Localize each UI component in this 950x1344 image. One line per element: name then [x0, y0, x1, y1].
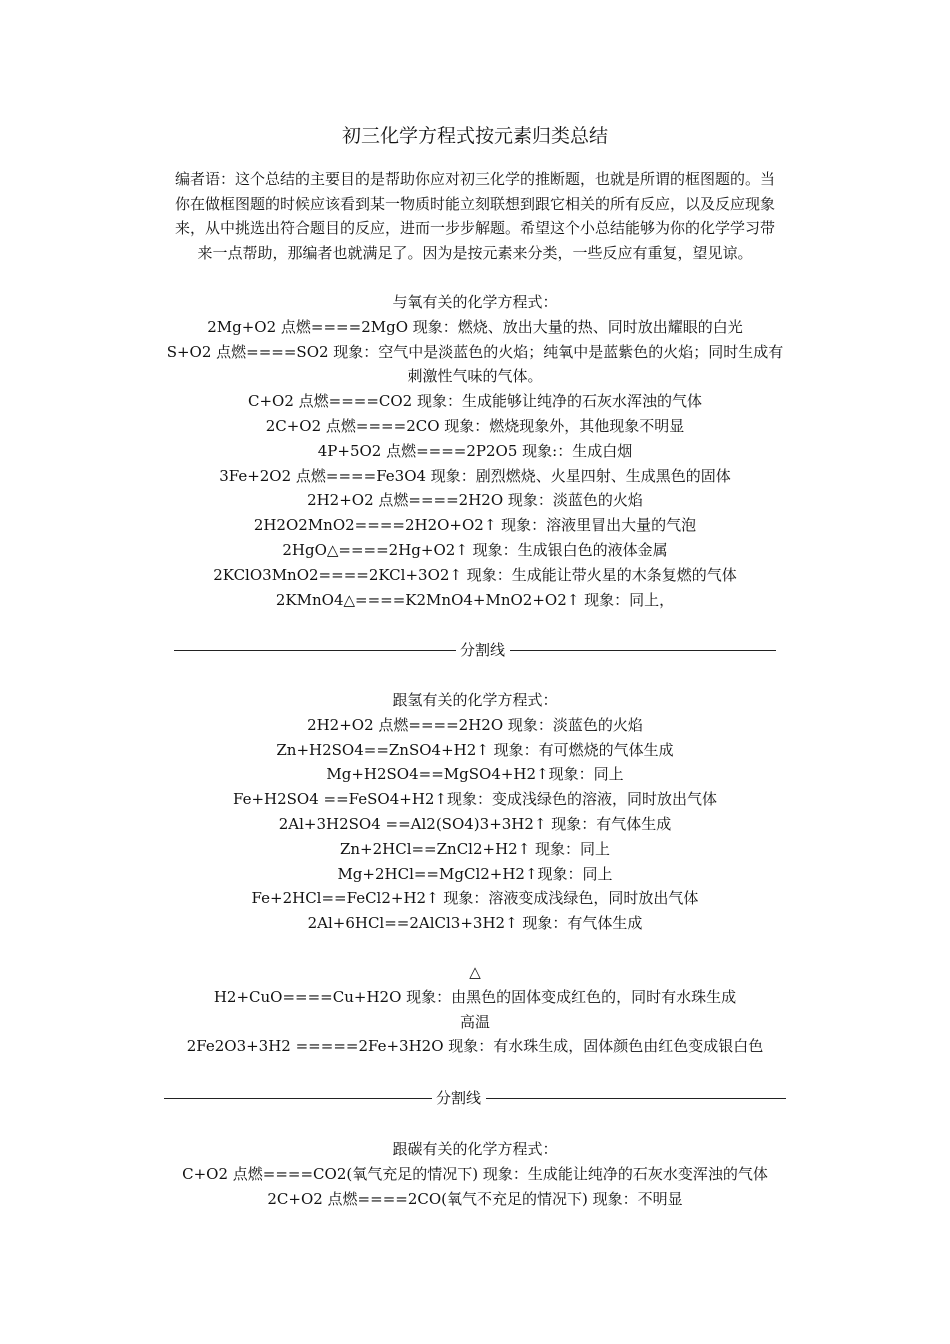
divider-rule [510, 650, 776, 651]
equation-line: 刺激性气味的气体。 [407, 367, 543, 386]
divider-label: 分割线 [436, 1089, 482, 1107]
divider-rule [164, 1098, 432, 1099]
equation-line: 2HgO△====2Hg+O2↑ 现象：生成银白色的液体金属 [282, 540, 668, 559]
equation-line: Fe+H2SO4 ==FeSO4+H2↑现象：变成浅绿色的溶液，同时放出气体 [232, 790, 718, 809]
editor-intro [140, 167, 810, 265]
oxygen-section [0, 290, 950, 612]
equation-line: 3Fe+2O2 点燃====Fe3O4 现象：剧烈燃烧、火星四射、生成黑色的固体 [219, 466, 731, 485]
section-heading: 与氧有关的化学方程式： [392, 293, 558, 311]
intro-line: 编者语：这个总结的主要目的是帮助你应对初三化学的推断题，也就是所谓的框图题的。当 [174, 170, 775, 188]
equation-line: H2+CuO====Cu+H2O 现象：由黑色的固体变成红色的，同时有水珠生成 [213, 987, 737, 1006]
reduction-equations [0, 960, 950, 1059]
equation-line: 2KClO3MnO2====2KCl+3O2↑ 现象：生成能让带火星的木条复燃的气体 [213, 565, 737, 584]
reaction-condition: △ [469, 963, 481, 981]
equation-line: 2H2+O2 点燃====2H2O 现象：淡蓝色的火焰 [307, 491, 643, 510]
equation-line: 2H2+O2 点燃====2H2O 现象：淡蓝色的火焰 [307, 715, 643, 734]
equation-line: S+O2 点燃====SO2 现象：空气中是淡蓝色的火焰；纯氧中是蓝紫色的火焰；同时生成有 [166, 342, 784, 361]
equation-line: Zn+H2SO4==ZnSO4+H2↑ 现象：有可燃烧的气体生成 [276, 740, 674, 759]
intro-line: 来一点帮助，那编者也就满足了。因为是按元素来分类，一些反应有重复，望见谅。 [197, 243, 753, 262]
equation-line: C+O2 点燃====CO2 现象：生成能够让纯净的石灰水浑浊的气体 [247, 392, 703, 411]
hydrogen-section [0, 688, 950, 936]
equation-line: 2KMnO4△====K2MnO4+MnO2+O2↑ 现象：同上， [275, 590, 675, 609]
equation-line: 2Al+3H2SO4 ==Al2(SO4)3+3H2↑ 现象：有气体生成 [278, 814, 672, 833]
equation-line: Fe+2HCl==FeCl2+H2↑ 现象：溶液变成浅绿色，同时放出气体 [251, 889, 699, 908]
equation-line: 2C+O2 点燃====2CO 现象：燃烧现象外，其他现象不明显 [265, 416, 685, 435]
section-heading: 跟碳有关的化学方程式： [392, 1140, 558, 1158]
divider-rule [486, 1098, 786, 1099]
page-title: 初三化学方程式按元素归类总结 [341, 125, 608, 147]
equation-line: 2C+O2 点燃====2CO(氧气不充足的情况下) 现象：不明显 [267, 1189, 683, 1208]
equation-line: 2Al+6HCl==2AlCl3+3H2↑ 现象：有气体生成 [307, 914, 643, 933]
intro-line: 来，从中挑选出符合题目的反应，进而一步步解题。希望这个小总结能够为你的化学学习带 [174, 219, 775, 237]
equation-line: 2Fe2O3+3H2 =====2Fe+3H2O 现象：有水珠生成，固体颜色由红色变成银白色 [186, 1037, 764, 1056]
equation-line: 4P+5O2 点燃====2P2O5 现象:：生成白烟 [317, 441, 633, 460]
equation-line: 2H2O2MnO2====2H2O+O2↑ 现象：溶液里冒出大量的气泡 [253, 516, 697, 535]
divider-label: 分割线 [460, 641, 506, 659]
equation-line: 2Mg+O2 点燃====2MgO 现象：燃烧、放出大量的热、同时放出耀眼的白光 [207, 317, 743, 336]
equation-line: Mg+H2SO4==MgSO4+H2↑现象：同上 [326, 765, 624, 784]
equation-line: Zn+2HCl==ZnCl2+H2↑ 现象：同上 [339, 839, 611, 858]
divider-rule [174, 650, 456, 651]
equation-line: Mg+2HCl==MgCl2+H2↑现象：同上 [337, 864, 613, 883]
carbon-section [0, 1137, 950, 1211]
reaction-condition: 高温 [459, 1012, 490, 1031]
equation-line: C+O2 点燃====CO2(氧气充足的情况下) 现象：生成能让纯净的石灰水变浑浊的气体 [182, 1164, 768, 1183]
intro-line: 你在做框图题的时候应该看到某一物质时能立刻联想到跟它相关的所有反应，以及反应现象 [174, 194, 775, 213]
section-heading: 跟氢有关的化学方程式： [392, 691, 558, 709]
